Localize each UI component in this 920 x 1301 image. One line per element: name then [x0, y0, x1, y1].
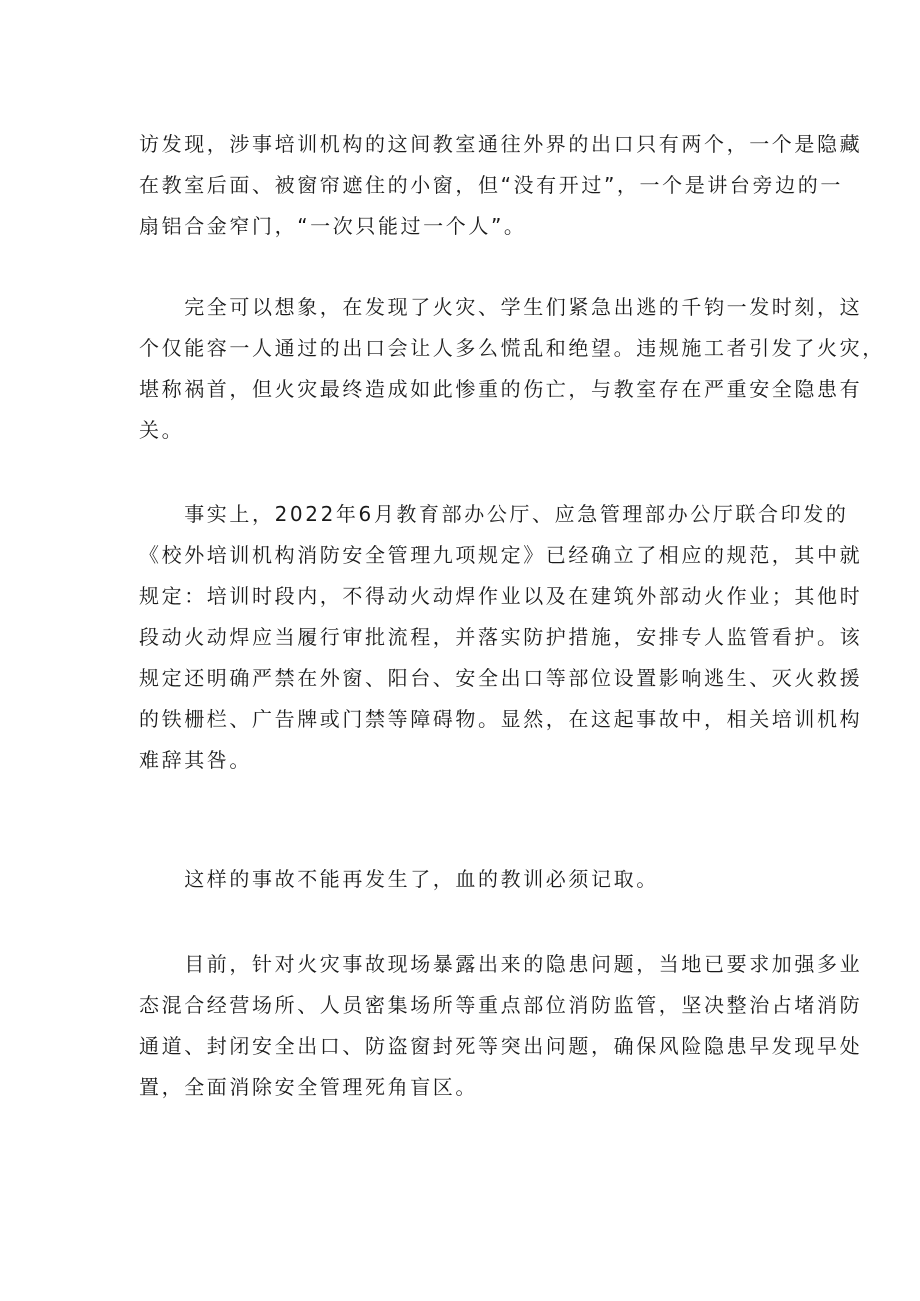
paragraph-line: 堪称祸首，但火灾最终造成如此惨重的伤亡，与教室存在严重安全隐患有 — [139, 377, 863, 401]
paragraph-line: 态混合经营场所、人员密集场所等重点部位消防监管，坚决整治占堵消防 — [139, 993, 863, 1017]
paragraph-line: 扇铝合金窄门，“一次只能过一个人”。 — [139, 214, 527, 238]
paragraph-3 — [139, 494, 863, 781]
paragraph-line: 访发现，涉事培训机构的这间教室通往外界的出口只有两个，一个是隐藏 — [139, 132, 863, 156]
paragraph-line: 规定：培训时段内，不得动火动焊作业以及在建筑外部动火作业；其他时 — [139, 584, 863, 608]
paragraph-line: 目前，针对火灾事故现场暴露出来的隐患问题，当地已要求加强多业 — [139, 952, 863, 976]
paragraph-line: 段动火动焊应当履行审批流程，并落实防护措施，安排专人监管看护。该 — [139, 625, 863, 649]
paragraph-line: 的铁栅栏、广告牌或门禁等障碍物。显然，在这起事故中，相关培训机构 — [139, 707, 863, 731]
paragraph-line: 完全可以想象，在发现了火灾、学生们紧急出逃的千钧一发时刻，这 — [139, 295, 863, 319]
paragraph-line: 难辞其咎。 — [139, 748, 252, 772]
paragraph-2 — [139, 287, 885, 451]
paragraph-line: 通道、封闭安全出口、防盗窗封死等突出问题，确保风险隐患早发现早处 — [139, 1034, 863, 1058]
paragraph-5 — [139, 944, 863, 1108]
paragraph-1 — [139, 124, 863, 247]
paragraph-4 — [139, 859, 789, 900]
paragraph-line: 个仅能容一人通过的出口会让人多么慌乱和绝望。违规施工者引发了火灾， — [139, 336, 885, 360]
paragraph-line: 事实上，2022年6月教育部办公厅、应急管理部办公厅联合印发的 — [139, 502, 849, 526]
paragraph-line: 规定还明确严禁在外窗、阳台、安全出口等部位设置影响逃生、灭火救援 — [139, 666, 863, 690]
paragraph-line: 关。 — [139, 418, 185, 442]
paragraph-line: 这样的事故不能再发生了，血的教训必须记取。 — [139, 867, 659, 891]
paragraph-line: 在教室后面、被窗帘遮住的小窗，但“没有开过”，一个是讲台旁边的一 — [139, 173, 843, 197]
paragraph-line: 置，全面消除安全管理死角盲区。 — [139, 1075, 478, 1099]
paragraph-line: 《校外培训机构消防安全管理九项规定》已经确立了相应的规范，其中就 — [139, 543, 863, 567]
